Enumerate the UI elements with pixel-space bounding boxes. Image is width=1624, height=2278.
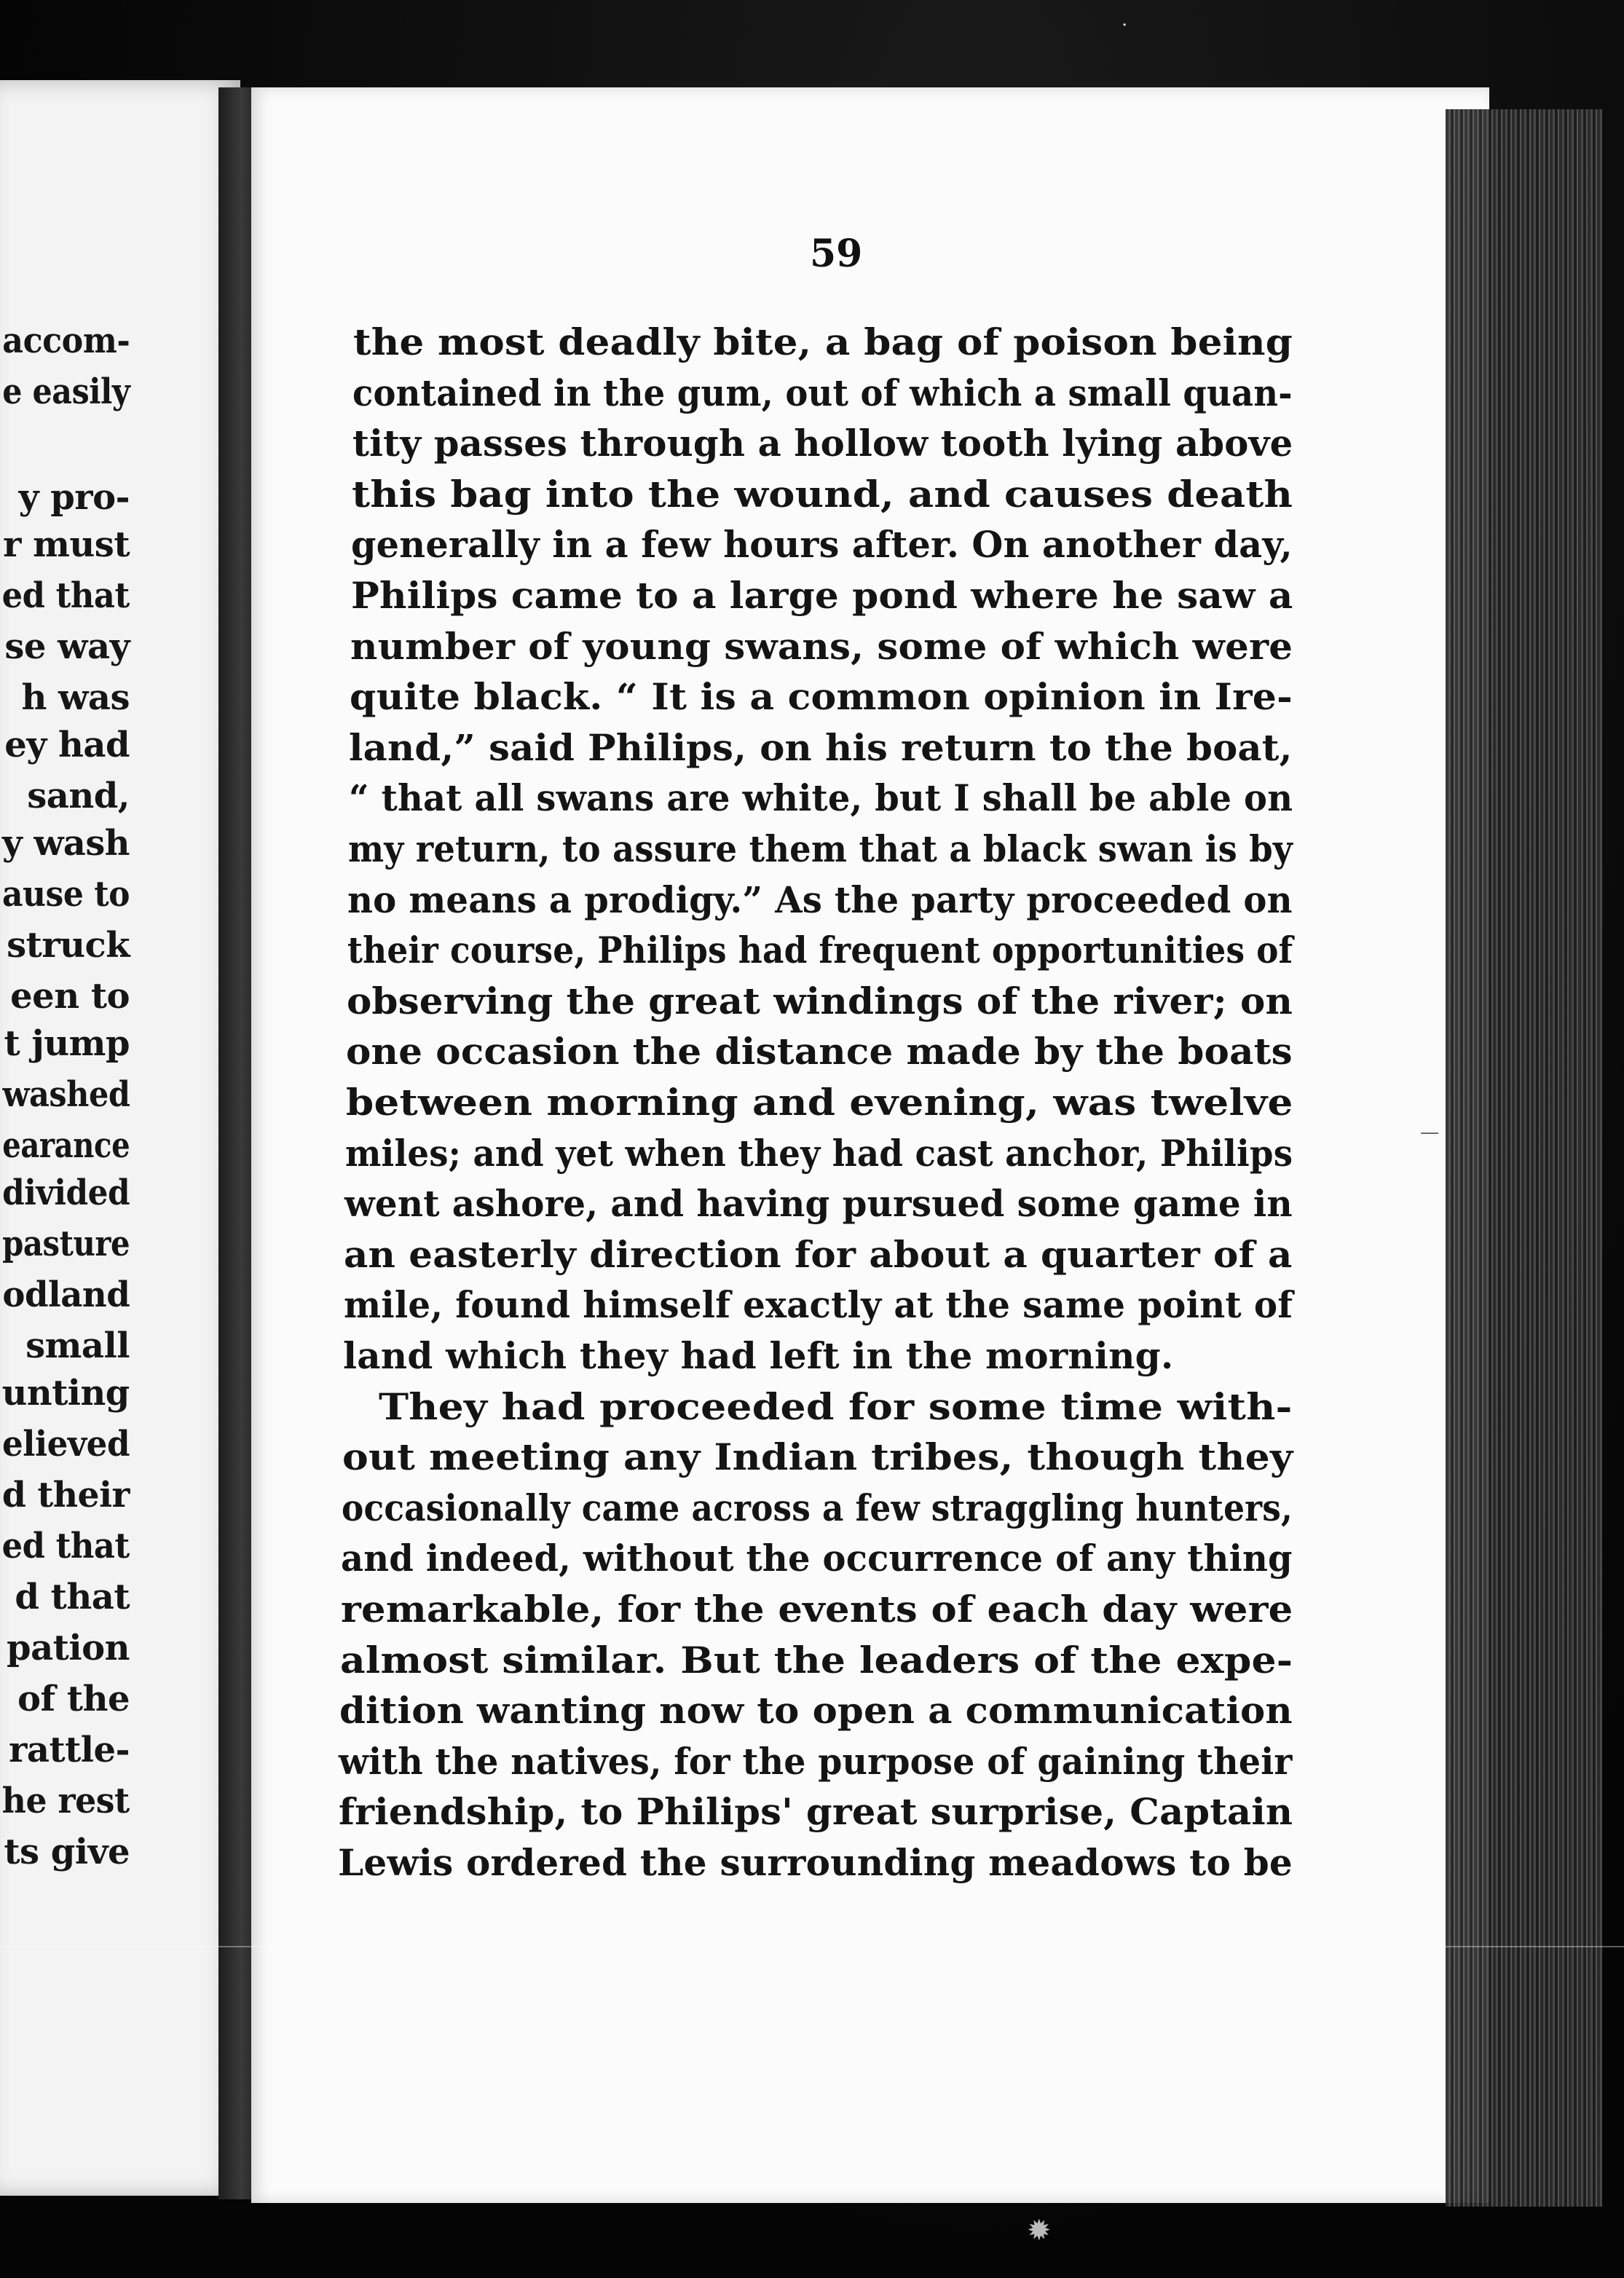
left-page-fragment: r must xyxy=(3,524,130,565)
text-line: remarkable, for the events of each day were xyxy=(340,1588,1293,1631)
left-page-fragment: he rest xyxy=(1,1781,130,1821)
text-line: went ashore, and having pursued some game in xyxy=(344,1182,1293,1226)
text-line: “ that all swans are white, but I shall be able on xyxy=(348,776,1293,820)
scan-speck: ✹ xyxy=(1027,2214,1052,2247)
text-line: out meeting any Indian tribes, though they xyxy=(342,1435,1293,1479)
text-line: generally in a few hours after. On another day, xyxy=(351,523,1293,567)
left-page-fragment: ed that xyxy=(1,1526,130,1566)
text-line: land which they had left in the morning. xyxy=(343,1334,1174,1377)
left-page-fragment: pation xyxy=(7,1628,130,1668)
left-page-fragment: small xyxy=(25,1325,130,1366)
text-line: one occasion the distance made by the boats xyxy=(346,1030,1293,1073)
text-line: occasionally came across a few straggling hunters, xyxy=(341,1486,1293,1529)
text-line: Lewis ordered the surrounding meadows to be xyxy=(338,1841,1293,1884)
text-line: number of young swans, some of which were xyxy=(350,624,1293,668)
left-page-fragment: h was xyxy=(21,677,130,718)
left-page-fragment: accom- xyxy=(1,320,130,361)
left-page-fragment: ey had xyxy=(4,725,130,765)
text-line: my return, to assure them that a black swan is by xyxy=(348,827,1293,870)
text-line: no means a prodigy.” As the party proceeded on xyxy=(347,878,1293,921)
left-page-fragment: se way xyxy=(4,626,130,667)
left-page-fragment: washed xyxy=(1,1074,130,1115)
text-line: an easterly direction for about a quarter of a xyxy=(344,1232,1293,1276)
scan-artifact-line xyxy=(0,1946,1624,1947)
left-page-fragment: of the xyxy=(17,1679,130,1719)
left-page-fragment: e easily xyxy=(1,371,130,412)
page-edges xyxy=(1446,109,1602,2207)
left-page-fragment: een to xyxy=(10,976,130,1017)
left-page-fragment: sand, xyxy=(27,776,130,816)
text-line: this bag into the wound, and causes death xyxy=(351,472,1293,516)
left-page-fragment: unting xyxy=(1,1373,130,1414)
left-page-fragment: rattle- xyxy=(9,1730,130,1770)
left-page-fragment: ed that xyxy=(1,575,130,616)
left-page-fragment: odland xyxy=(2,1274,130,1315)
left-page-fragment: struck xyxy=(7,925,130,966)
text-line: with the natives, for the purpose of gaining their xyxy=(339,1739,1293,1783)
text-line: contained in the gum, out of which a small quan- xyxy=(352,371,1293,414)
text-line: observing the great windings of the river; on xyxy=(346,979,1293,1022)
text-line: and indeed, without the occurrence of any thing xyxy=(341,1537,1293,1580)
left-page-fragment: y wash xyxy=(1,823,130,864)
left-page-fragment: d their xyxy=(1,1475,130,1516)
text-line: between morning and evening, was twelve xyxy=(345,1081,1293,1124)
text-line: their course, Philips had frequent opportunities of xyxy=(347,929,1293,972)
scan-speck: — xyxy=(1420,1122,1439,1143)
left-page-fragment: pasture xyxy=(2,1223,130,1264)
text-line: quite black. “ It is a common opinion in Ire- xyxy=(350,675,1293,719)
left-page-fragment: y pro- xyxy=(18,477,130,518)
text-line: land,” said Philips, on his return to the boat, xyxy=(349,725,1293,769)
left-page-fragment: d that xyxy=(15,1577,130,1617)
left-page-fragment: elieved xyxy=(2,1424,130,1465)
text-line: Philips came to a large pond where he saw a xyxy=(350,574,1293,617)
left-page-fragment: ts give xyxy=(4,1832,130,1872)
text-line: friendship, to Philips' great surprise, Captain xyxy=(338,1790,1293,1834)
text-line: They had proceeded for some time with- xyxy=(379,1384,1293,1428)
left-page-fragment: earance xyxy=(2,1125,130,1166)
text-line: tity passes through a hollow tooth lying above xyxy=(352,422,1293,465)
text-line: dition wanting now to open a communication xyxy=(339,1689,1293,1733)
scan-speck: · xyxy=(1122,15,1128,36)
text-line: mile, found himself exactly at the same point of xyxy=(343,1283,1293,1327)
left-page-fragment: ause to xyxy=(1,874,130,915)
text-line: the most deadly bite, a bag of poison being xyxy=(353,320,1293,363)
page-number: 59 xyxy=(810,232,863,276)
left-page-fragment: t jump xyxy=(4,1023,130,1064)
text-line: almost similar. But the leaders of the expe- xyxy=(339,1638,1293,1682)
text-line: miles; and yet when they had cast anchor, Philips xyxy=(344,1131,1293,1175)
left-page-fragment: divided xyxy=(2,1172,130,1213)
